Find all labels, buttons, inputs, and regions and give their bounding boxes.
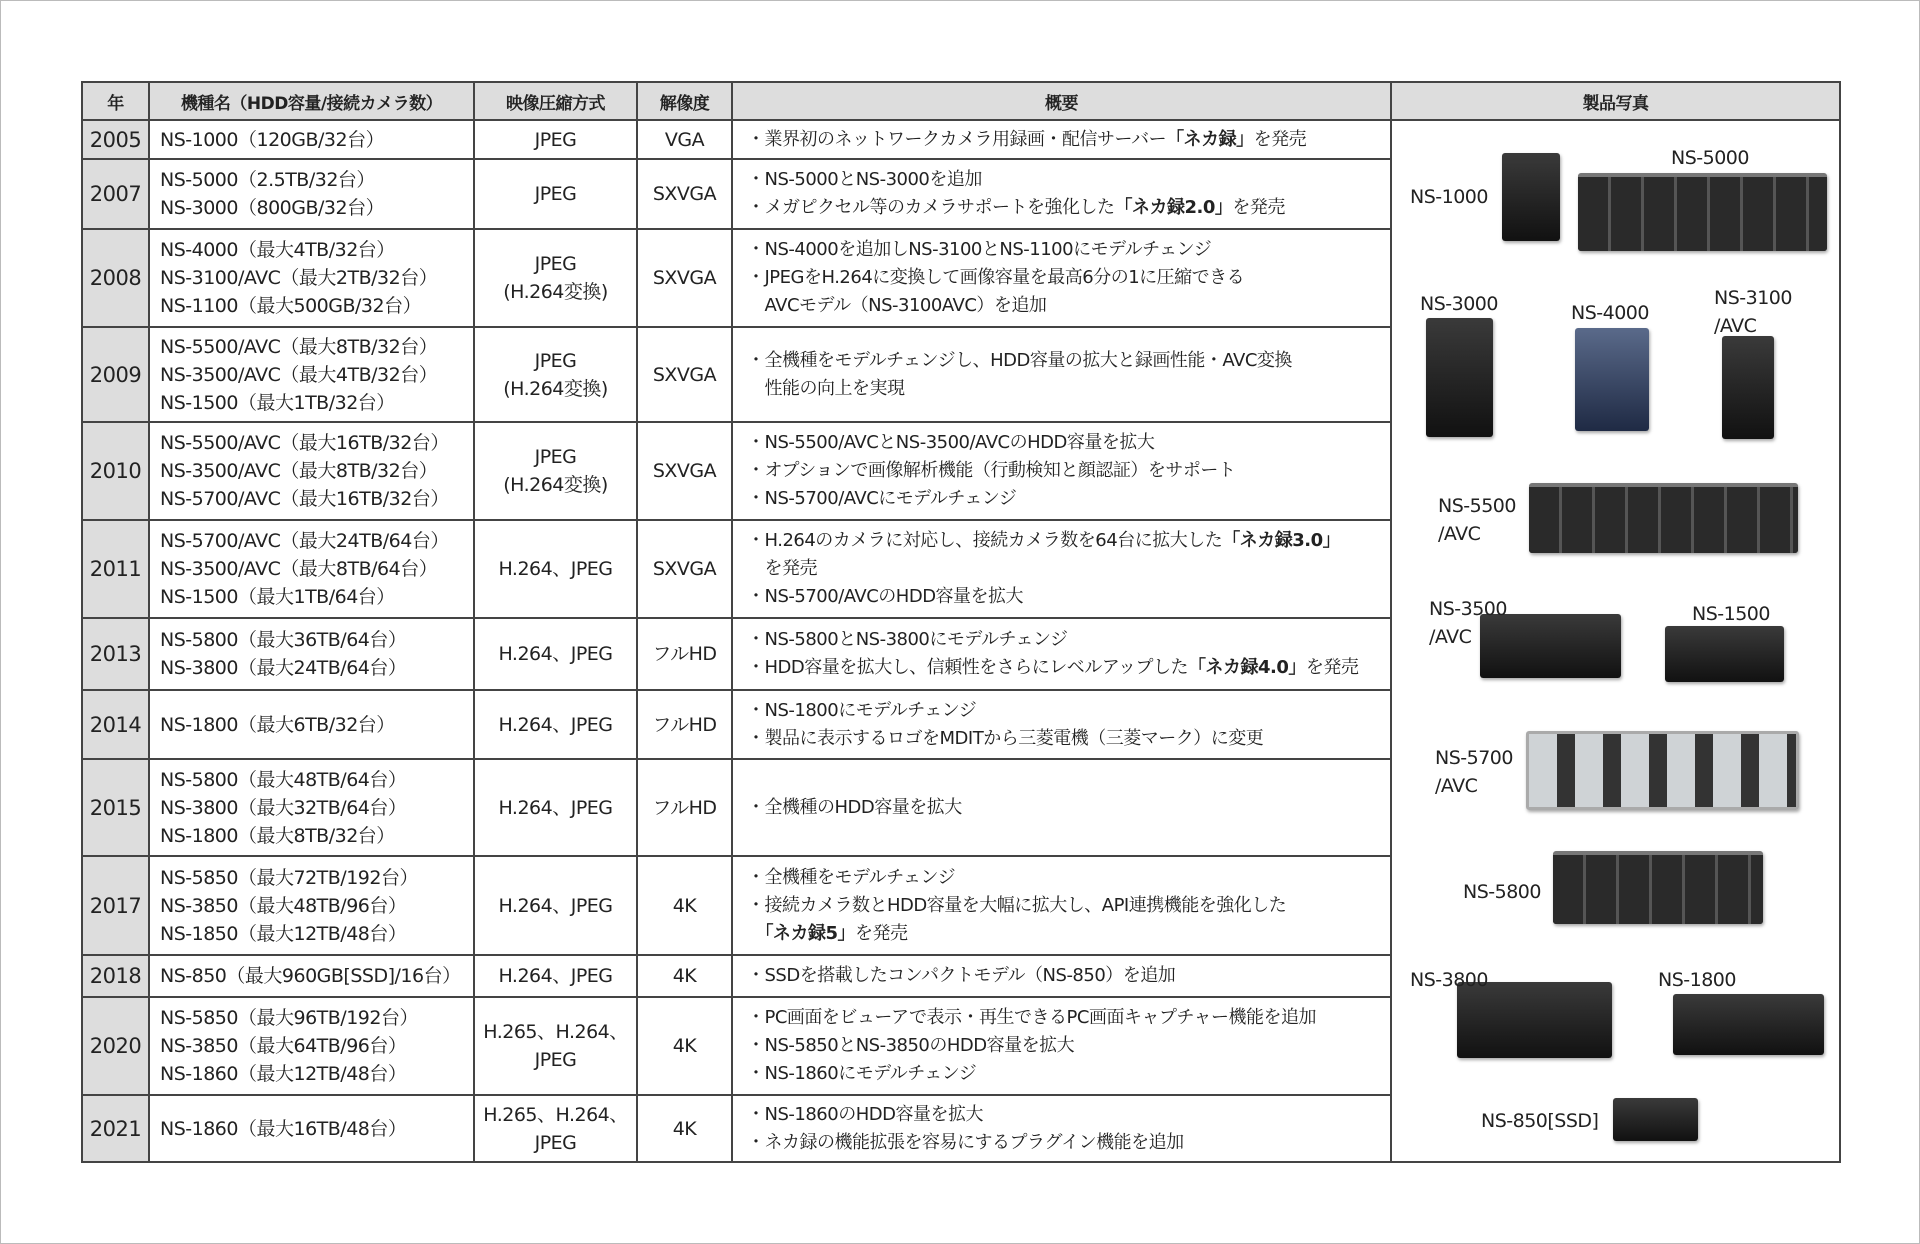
summary-text: 性能の向上を実現 <box>747 377 905 399</box>
product-photo <box>1578 173 1827 251</box>
summary-cell <box>732 422 1391 520</box>
summary-cell <box>732 327 1391 422</box>
year-cell: 2015 <box>82 759 149 856</box>
compression-line: (H.264変換) <box>503 281 608 303</box>
model-cell <box>149 327 474 422</box>
summary-line <box>747 697 1390 725</box>
summary-cell <box>732 856 1391 955</box>
year-cell: 2014 <box>82 690 149 759</box>
model-cell <box>149 422 474 520</box>
model-cell <box>149 120 474 159</box>
summary-line <box>747 1129 1390 1157</box>
compression-cell <box>474 327 637 422</box>
summary-text: ・全機種をモデルチェンジし、HDD容量の拡大と録画性能・AVC変換 <box>747 349 1292 371</box>
summary-cell <box>732 520 1391 618</box>
summary-line <box>747 527 1390 555</box>
product-photo <box>1613 1098 1698 1141</box>
year-cell: 2011 <box>82 520 149 618</box>
summary-cell <box>732 1095 1391 1162</box>
product-history-table <box>81 81 1841 1163</box>
summary-text: ・オプションで画像解析機能（行動検知と顔認証）をサポート <box>747 460 1236 481</box>
product-photo <box>1722 336 1774 439</box>
summary-line <box>747 583 1390 611</box>
model-line: NS-5500/AVC（最大16TB/32台） <box>160 432 449 454</box>
compression-line: H.265、H.264、 <box>483 1021 628 1043</box>
year-cell: 2009 <box>82 327 149 422</box>
model-line: NS-1500（最大1TB/32台） <box>160 391 395 414</box>
summary-cell <box>732 618 1391 690</box>
summary-text: ・製品に表示するロゴをMDITから三菱電機（三菱マーク）に変更 <box>747 727 1264 749</box>
product-photos-cell <box>1391 120 1840 1162</box>
summary-line <box>747 892 1390 920</box>
year-cell: 2013 <box>82 618 149 690</box>
summary-text: ・NS-5000とNS-3000を追加 <box>747 169 982 190</box>
compression-line: H.264、JPEG <box>498 894 613 917</box>
summary-line <box>747 920 1390 948</box>
summary-text: ・HDD容量を拡大し、信頼性をさらにレベルアップした <box>747 657 1188 678</box>
summary-text: ・PC画面をビューアで表示・再生できるPC画面キャプチャー機能を追加 <box>747 1007 1316 1028</box>
model-cell <box>149 229 474 327</box>
year-cell: 2017 <box>82 856 149 955</box>
resolution-cell: VGA <box>637 120 732 159</box>
model-line: NS-1800（最大6TB/32台） <box>160 713 395 736</box>
model-line: NS-3000（800GB/32台） <box>160 197 385 219</box>
summary-text: ・NS-1860にモデルチェンジ <box>747 1063 977 1084</box>
compression-cell <box>474 422 637 520</box>
summary-text: ・NS-5850とNS-3850のHDD容量を拡大 <box>747 1035 1075 1056</box>
compression-line: H.264、JPEG <box>498 713 613 736</box>
compression-cell <box>474 690 637 759</box>
compression-cell <box>474 1095 637 1162</box>
summary-text: を発売 <box>855 922 908 944</box>
model-cell <box>149 955 474 997</box>
model-line: NS-5700/AVC（最大16TB/32台） <box>160 488 449 510</box>
model-cell <box>149 690 474 759</box>
compression-cell <box>474 759 637 856</box>
summary-line <box>747 485 1390 513</box>
model-line: NS-1500（最大1TB/64台） <box>160 586 395 608</box>
summary-text: ・NS-5800とNS-3800にモデルチェンジ <box>747 629 1068 650</box>
compression-line: (H.264変換) <box>503 474 608 496</box>
product-photo <box>1665 626 1784 682</box>
model-line: NS-1100（最大500GB/32台） <box>160 295 422 317</box>
product-photo <box>1529 483 1798 553</box>
model-line: NS-1800（最大8TB/32台） <box>160 824 395 847</box>
summary-line <box>747 347 1390 375</box>
compression-line: JPEG <box>534 1049 577 1071</box>
resolution-cell: 4K <box>637 1095 732 1162</box>
compression-line: H.264、JPEG <box>498 965 613 987</box>
model-cell <box>149 159 474 229</box>
summary-line <box>747 962 1390 990</box>
summary-line <box>747 166 1390 194</box>
summary-cell <box>732 120 1391 159</box>
summary-line <box>747 1101 1390 1129</box>
summary-line <box>747 1060 1390 1088</box>
resolution-cell: フルHD <box>637 690 732 759</box>
product-photo-label: NS-3800 <box>1410 969 1488 991</box>
summary-cell <box>732 997 1391 1095</box>
header-year: 年 <box>82 82 149 120</box>
model-line: NS-1000（120GB/32台） <box>160 128 385 151</box>
header-photos: 製品写真 <box>1391 82 1840 120</box>
compression-line: JPEG <box>534 253 577 275</box>
compression-cell <box>474 997 637 1095</box>
summary-line <box>747 375 1390 403</box>
summary-line <box>747 794 1390 822</box>
compression-cell <box>474 120 637 159</box>
product-photo-label: NS-4000 <box>1571 302 1649 324</box>
summary-cell <box>732 229 1391 327</box>
model-line: NS-3850（最大48TB/96台） <box>160 894 407 917</box>
summary-text: ・NS-4000を追加しNS-3100とNS-1100にモデルチェンジ <box>747 239 1212 260</box>
product-photo-label: NS-850[SSD] <box>1481 1110 1599 1132</box>
model-line: NS-5500/AVC（最大8TB/32台） <box>160 335 438 358</box>
header-summary: 概要 <box>732 82 1391 120</box>
summary-line <box>747 725 1390 753</box>
year-cell: 2007 <box>82 159 149 229</box>
resolution-cell: SXVGA <box>637 520 732 618</box>
header-row <box>82 82 1840 120</box>
compression-cell <box>474 229 637 327</box>
resolution-cell: SXVGA <box>637 422 732 520</box>
model-line: NS-3800（最大24TB/64台） <box>160 657 407 679</box>
model-line: NS-5800（最大48TB/64台） <box>160 768 407 791</box>
product-photo-label: NS-1800 <box>1658 969 1736 991</box>
model-line: NS-1860（最大12TB/48台） <box>160 1063 407 1085</box>
product-photo <box>1575 328 1649 431</box>
product-photo-label: NS-3000 <box>1420 293 1498 315</box>
summary-text: ・NS-5700/AVCにモデルチェンジ <box>747 488 1017 509</box>
product-name-highlight: 「ネカ録5」 <box>764 922 856 944</box>
year-cell: 2021 <box>82 1095 149 1162</box>
summary-cell <box>732 159 1391 229</box>
summary-line <box>747 1032 1390 1060</box>
summary-text: を発売 <box>1232 197 1285 218</box>
model-line: NS-3500/AVC（最大8TB/64台） <box>160 558 438 580</box>
year-cell: 2008 <box>82 229 149 327</box>
summary-line <box>747 457 1390 485</box>
model-line: NS-3100/AVC（最大2TB/32台） <box>160 267 438 289</box>
product-photo-label: NS-3500 /AVC <box>1429 598 1507 648</box>
summary-line <box>747 126 1390 154</box>
product-photo-label: NS-5700 /AVC <box>1435 747 1513 797</box>
model-cell <box>149 759 474 856</box>
compression-cell <box>474 618 637 690</box>
product-photo <box>1526 731 1799 810</box>
product-name-highlight: 「ネカ録」 <box>1166 128 1254 150</box>
model-cell <box>149 618 474 690</box>
product-photo <box>1553 851 1763 924</box>
summary-line <box>747 626 1390 654</box>
model-line: NS-4000（最大4TB/32台） <box>160 239 395 261</box>
product-photo-label: NS-1500 <box>1692 603 1770 625</box>
summary-text <box>747 923 765 944</box>
model-line: NS-5000（2.5TB/32台） <box>160 169 375 191</box>
summary-line <box>747 292 1390 320</box>
compression-line: JPEG <box>534 446 577 468</box>
summary-text: を発売 <box>1305 657 1359 678</box>
model-line: NS-3500/AVC（最大8TB/32台） <box>160 460 438 482</box>
year-cell: 2020 <box>82 997 149 1095</box>
resolution-cell: SXVGA <box>637 229 732 327</box>
model-line: NS-1850（最大12TB/48台） <box>160 922 407 945</box>
resolution-cell: フルHD <box>637 618 732 690</box>
compression-line: JPEG <box>534 1131 577 1154</box>
summary-text: ・JPEGをH.264に変換して画像容量を最高6分の1に圧縮できる <box>747 267 1245 288</box>
header-model: 機種名（HDD容量/接続カメラ数） <box>149 82 474 120</box>
model-cell <box>149 520 474 618</box>
compression-line: H.264、JPEG <box>498 643 613 665</box>
resolution-cell: 4K <box>637 856 732 955</box>
summary-line <box>747 654 1390 682</box>
summary-line <box>747 236 1390 264</box>
table-row <box>82 120 1840 159</box>
summary-line <box>747 194 1390 222</box>
summary-text: ・接続カメラ数とHDD容量を大幅に拡大し、API連携機能を強化した <box>747 894 1287 916</box>
model-line: NS-5850（最大96TB/192台） <box>160 1007 418 1029</box>
product-photo-label: NS-5500 /AVC <box>1438 495 1516 545</box>
summary-text: ・NS-1860のHDD容量を拡大 <box>747 1103 983 1125</box>
summary-text: ・NS-5500/AVCとNS-3500/AVCのHDD容量を拡大 <box>747 432 1155 453</box>
model-line: NS-5700/AVC（最大24TB/64台） <box>160 530 449 552</box>
model-line: NS-3850（最大64TB/96台） <box>160 1035 407 1057</box>
product-photo <box>1502 153 1560 241</box>
summary-cell <box>732 955 1391 997</box>
summary-line <box>747 429 1390 457</box>
product-photo-label: NS-5000 <box>1671 147 1749 169</box>
summary-text: ・NS-5700/AVCのHDD容量を拡大 <box>747 586 1024 607</box>
summary-text: AVCモデル（NS-3100AVC）を追加 <box>747 295 1047 316</box>
product-photo <box>1673 994 1824 1055</box>
header-resolution: 解像度 <box>637 82 732 120</box>
summary-text: を発売 <box>747 558 817 579</box>
product-name-highlight: 「ネカ録2.0」 <box>1114 197 1233 218</box>
model-line: NS-3800（最大32TB/64台） <box>160 796 407 819</box>
product-photo-label: NS-1000 <box>1410 186 1488 208</box>
compression-line: H.264、JPEG <box>498 796 613 819</box>
product-photo <box>1426 318 1493 437</box>
summary-cell <box>732 690 1391 759</box>
resolution-cell: SXVGA <box>637 159 732 229</box>
model-line: NS-1860（最大16TB/48台） <box>160 1117 407 1140</box>
model-cell <box>149 856 474 955</box>
model-line: NS-5800（最大36TB/64台） <box>160 629 407 651</box>
summary-text: ・H.264のカメラに対応し、接続カメラ数を64台に拡大した <box>747 530 1223 551</box>
compression-line: JPEG <box>534 128 577 151</box>
model-line: NS-5850（最大72TB/192台） <box>160 866 418 889</box>
summary-text: ・NS-1800にモデルチェンジ <box>747 699 977 721</box>
summary-line <box>747 264 1390 292</box>
compression-line: H.264、JPEG <box>498 558 613 580</box>
compression-cell <box>474 856 637 955</box>
model-line: NS-850（最大960GB[SSD]/16台） <box>160 965 461 987</box>
compression-cell <box>474 520 637 618</box>
compression-cell <box>474 955 637 997</box>
resolution-cell: フルHD <box>637 759 732 856</box>
model-line: NS-3500/AVC（最大4TB/32台） <box>160 363 438 386</box>
summary-text: ・SSDを搭載したコンパクトモデル（NS-850）を追加 <box>747 965 1176 986</box>
year-cell: 2018 <box>82 955 149 997</box>
summary-line <box>747 555 1390 583</box>
summary-text: ・全機種をモデルチェンジ <box>747 866 956 888</box>
summary-text: ・全機種のHDD容量を拡大 <box>747 796 962 818</box>
compression-line: JPEG <box>534 183 577 205</box>
product-photo-label: NS-3100 /AVC <box>1714 287 1792 337</box>
resolution-cell: 4K <box>637 955 732 997</box>
summary-line <box>747 864 1390 892</box>
product-name-highlight: 「ネカ録4.0」 <box>1188 657 1306 678</box>
year-cell: 2005 <box>82 120 149 159</box>
compression-cell <box>474 159 637 229</box>
summary-text: ・メガピクセル等のカメラサポートを強化した <box>747 197 1115 218</box>
resolution-cell: 4K <box>637 997 732 1095</box>
summary-text: ・業界初のネットワークカメラ用録画・配信サーバー <box>747 128 1167 150</box>
header-compression: 映像圧縮方式 <box>474 82 637 120</box>
summary-text: を発売 <box>1253 128 1307 150</box>
summary-cell <box>732 759 1391 856</box>
year-cell: 2010 <box>82 422 149 520</box>
summary-line <box>747 1004 1390 1032</box>
compression-line: H.265、H.264、 <box>483 1103 628 1126</box>
model-cell <box>149 997 474 1095</box>
model-cell <box>149 1095 474 1162</box>
compression-line: (H.264変換) <box>503 377 608 400</box>
summary-text: ・ネカ録の機能拡張を容易にするプラグイン機能を追加 <box>747 1131 1184 1153</box>
resolution-cell: SXVGA <box>637 327 732 422</box>
compression-line: JPEG <box>534 349 577 372</box>
product-name-highlight: 「ネカ録3.0」 <box>1222 530 1341 551</box>
product-photo-label: NS-5800 <box>1463 881 1541 903</box>
